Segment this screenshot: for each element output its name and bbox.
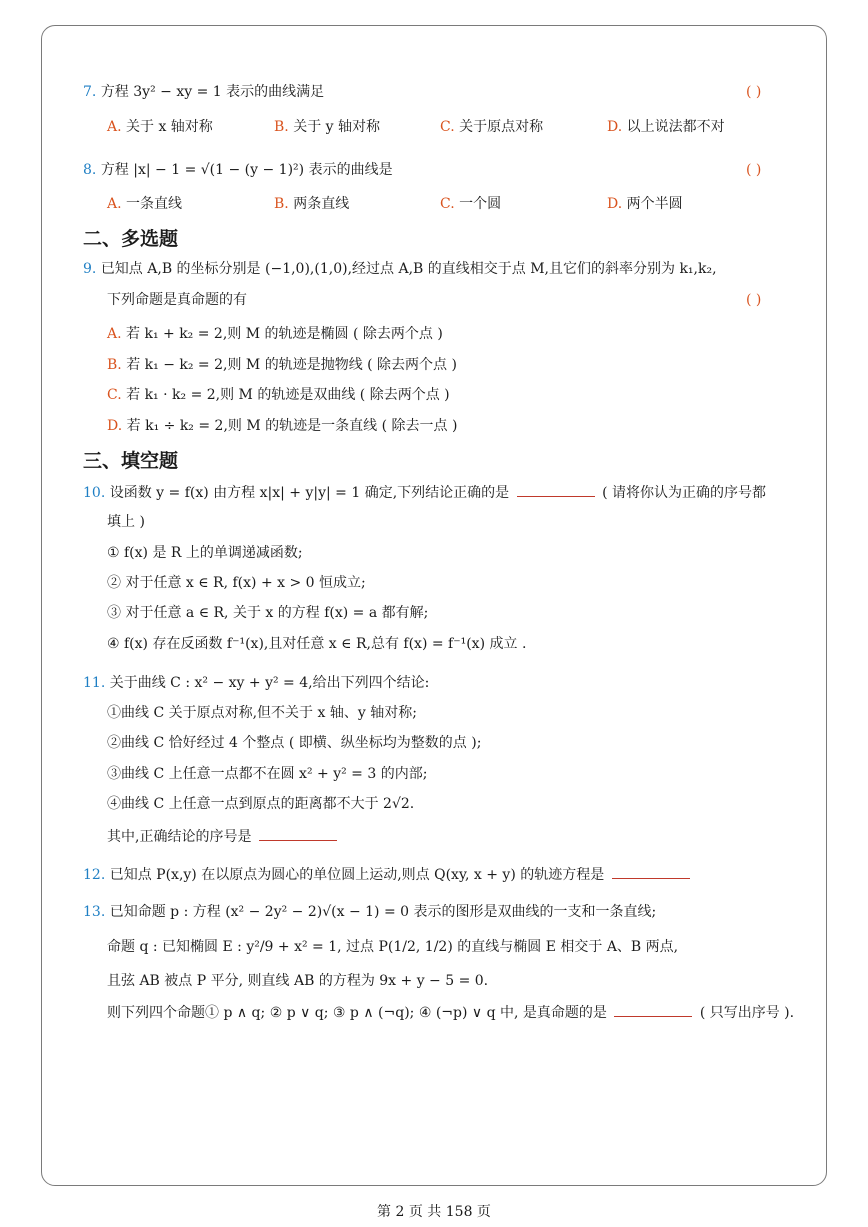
question-10 — [83, 482, 766, 503]
option-d: D. 若 k₁ ÷ k₂ = 2,则 M 的轨迹是一条直线 ( 除去一点 ) — [107, 418, 458, 434]
option-c: C. 关于原点对称 — [440, 119, 544, 135]
list-item: ① f(x) 是 R 上的单调递减函数; — [107, 545, 303, 561]
question-stem: 关于曲线 C : x² − xy + y² = 4,给出下列四个结论: — [109, 675, 430, 691]
question-stem: 方程 3y² − xy = 1 表示的曲线满足 — [100, 84, 325, 100]
answer-parenthesis: ( ) — [746, 162, 762, 178]
question-8 — [83, 160, 393, 180]
option-a: A. 若 k₁ + k₂ = 2,则 M 的轨迹是椭圆 ( 除去两个点 ) — [107, 326, 443, 342]
section-heading: 二、多选题 — [83, 228, 179, 250]
option-b: B. 若 k₁ − k₂ = 2,则 M 的轨迹是抛物线 ( 除去两个点 ) — [107, 357, 457, 373]
question-number: 11. — [83, 675, 106, 691]
question-stem-cont: 填上 ) — [107, 514, 145, 530]
list-item: ②曲线 C 恰好经过 4 个整点 ( 即横、纵坐标均为整数的点 ); — [107, 735, 482, 751]
page-footer: 第 2 页 共 158 页 — [377, 1204, 491, 1220]
question-number: 7. — [83, 84, 97, 100]
option-d: D. 以上说法都不对 — [607, 119, 725, 135]
list-item: ①曲线 C 关于原点对称,但不关于 x 轴、y 轴对称; — [107, 705, 417, 721]
answer-blank[interactable] — [259, 826, 337, 841]
question-7 — [83, 82, 324, 102]
question-stem: 方程 |x| − 1 = √(1 − (y − 1)²) 表示的曲线是 — [100, 162, 393, 178]
question-stem-cont: 且弦 AB 被点 P 平分, 则直线 AB 的方程为 9x + y − 5 = 0. — [107, 973, 489, 989]
list-item: ③ 对于任意 a ∈ R, 关于 x 的方程 f(x) = a 都有解; — [107, 605, 429, 621]
answer-blank[interactable] — [517, 482, 595, 497]
option-b: B. 两条直线 — [274, 196, 350, 212]
option-c: C. 若 k₁ · k₂ = 2,则 M 的轨迹是双曲线 ( 除去两个点 ) — [107, 387, 450, 403]
answer-blank[interactable] — [612, 864, 690, 879]
question-number: 9. — [83, 261, 97, 277]
question-13 — [83, 902, 656, 922]
question-9 — [83, 259, 717, 279]
question-stem-cont: 命题 q : 已知椭圆 E : y²/9 + x² = 1, 过点 P(1/2, 1/2) 的直线与椭圆 E 相交于 A、B 两点, — [107, 939, 679, 955]
question-stem-cont — [107, 1002, 794, 1023]
question-number: 10. — [83, 485, 106, 501]
option-d: D. 两个半圆 — [607, 196, 683, 212]
question-stem-tail: ( 请将你认为正确的序号都 — [602, 485, 766, 501]
question-stem-text: 则下列四个命题① p ∧ q; ② p ∨ q; ③ p ∧ (¬q); ④ (¬p) ∨ q 中, 是真命题的是 — [107, 1005, 607, 1021]
option-c: C. 一个圆 — [440, 196, 502, 212]
section-heading: 三、填空题 — [83, 450, 179, 472]
option-b: B. 关于 y 轴对称 — [274, 119, 381, 135]
question-stem: 设函数 y = f(x) 由方程 x|x| + y|y| = 1 确定,下列结论正确的是 — [109, 485, 510, 501]
list-item: ④曲线 C 上任意一点到原点的距离都不大于 2√2. — [107, 796, 415, 812]
list-item: ③曲线 C 上任意一点都不在圆 x² + y² = 3 的内部; — [107, 766, 428, 782]
question-tail-text: 其中,正确结论的序号是 — [107, 829, 252, 845]
answer-parenthesis: ( ) — [746, 84, 762, 100]
question-stem: 已知命题 p : 方程 (x² − 2y² − 2)√(x − 1) = 0 表示的图形是双曲线的一支和一条直线; — [109, 904, 657, 920]
answer-blank[interactable] — [614, 1002, 692, 1017]
answer-parenthesis: ( ) — [746, 292, 762, 308]
question-stem-cont: 下列命题是真命题的有 — [107, 292, 247, 308]
question-stem-tail: ( 只写出序号 ). — [699, 1005, 795, 1021]
list-item: ② 对于任意 x ∈ R, f(x) + x > 0 恒成立; — [107, 575, 366, 591]
question-stem: 已知点 P(x,y) 在以原点为圆心的单位圆上运动,则点 Q(xy, x + y) 的轨迹方程是 — [109, 867, 605, 883]
list-item: ④ f(x) 存在反函数 f⁻¹(x),且对任意 x ∈ R,总有 f(x) = f⁻¹(x) 成立 . — [107, 636, 527, 652]
option-a: A. 一条直线 — [107, 196, 183, 212]
question-number: 12. — [83, 867, 106, 883]
question-number: 13. — [83, 904, 106, 920]
option-a: A. 关于 x 轴对称 — [107, 119, 213, 135]
question-number: 8. — [83, 162, 97, 178]
question-11 — [83, 673, 429, 693]
question-12 — [83, 864, 693, 885]
question-tail — [107, 826, 340, 847]
question-stem: 已知点 A,B 的坐标分别是 (−1,0),(1,0),经过点 A,B 的直线相交于点 M,且它们的斜率分别为 k₁,k₂, — [100, 261, 717, 277]
